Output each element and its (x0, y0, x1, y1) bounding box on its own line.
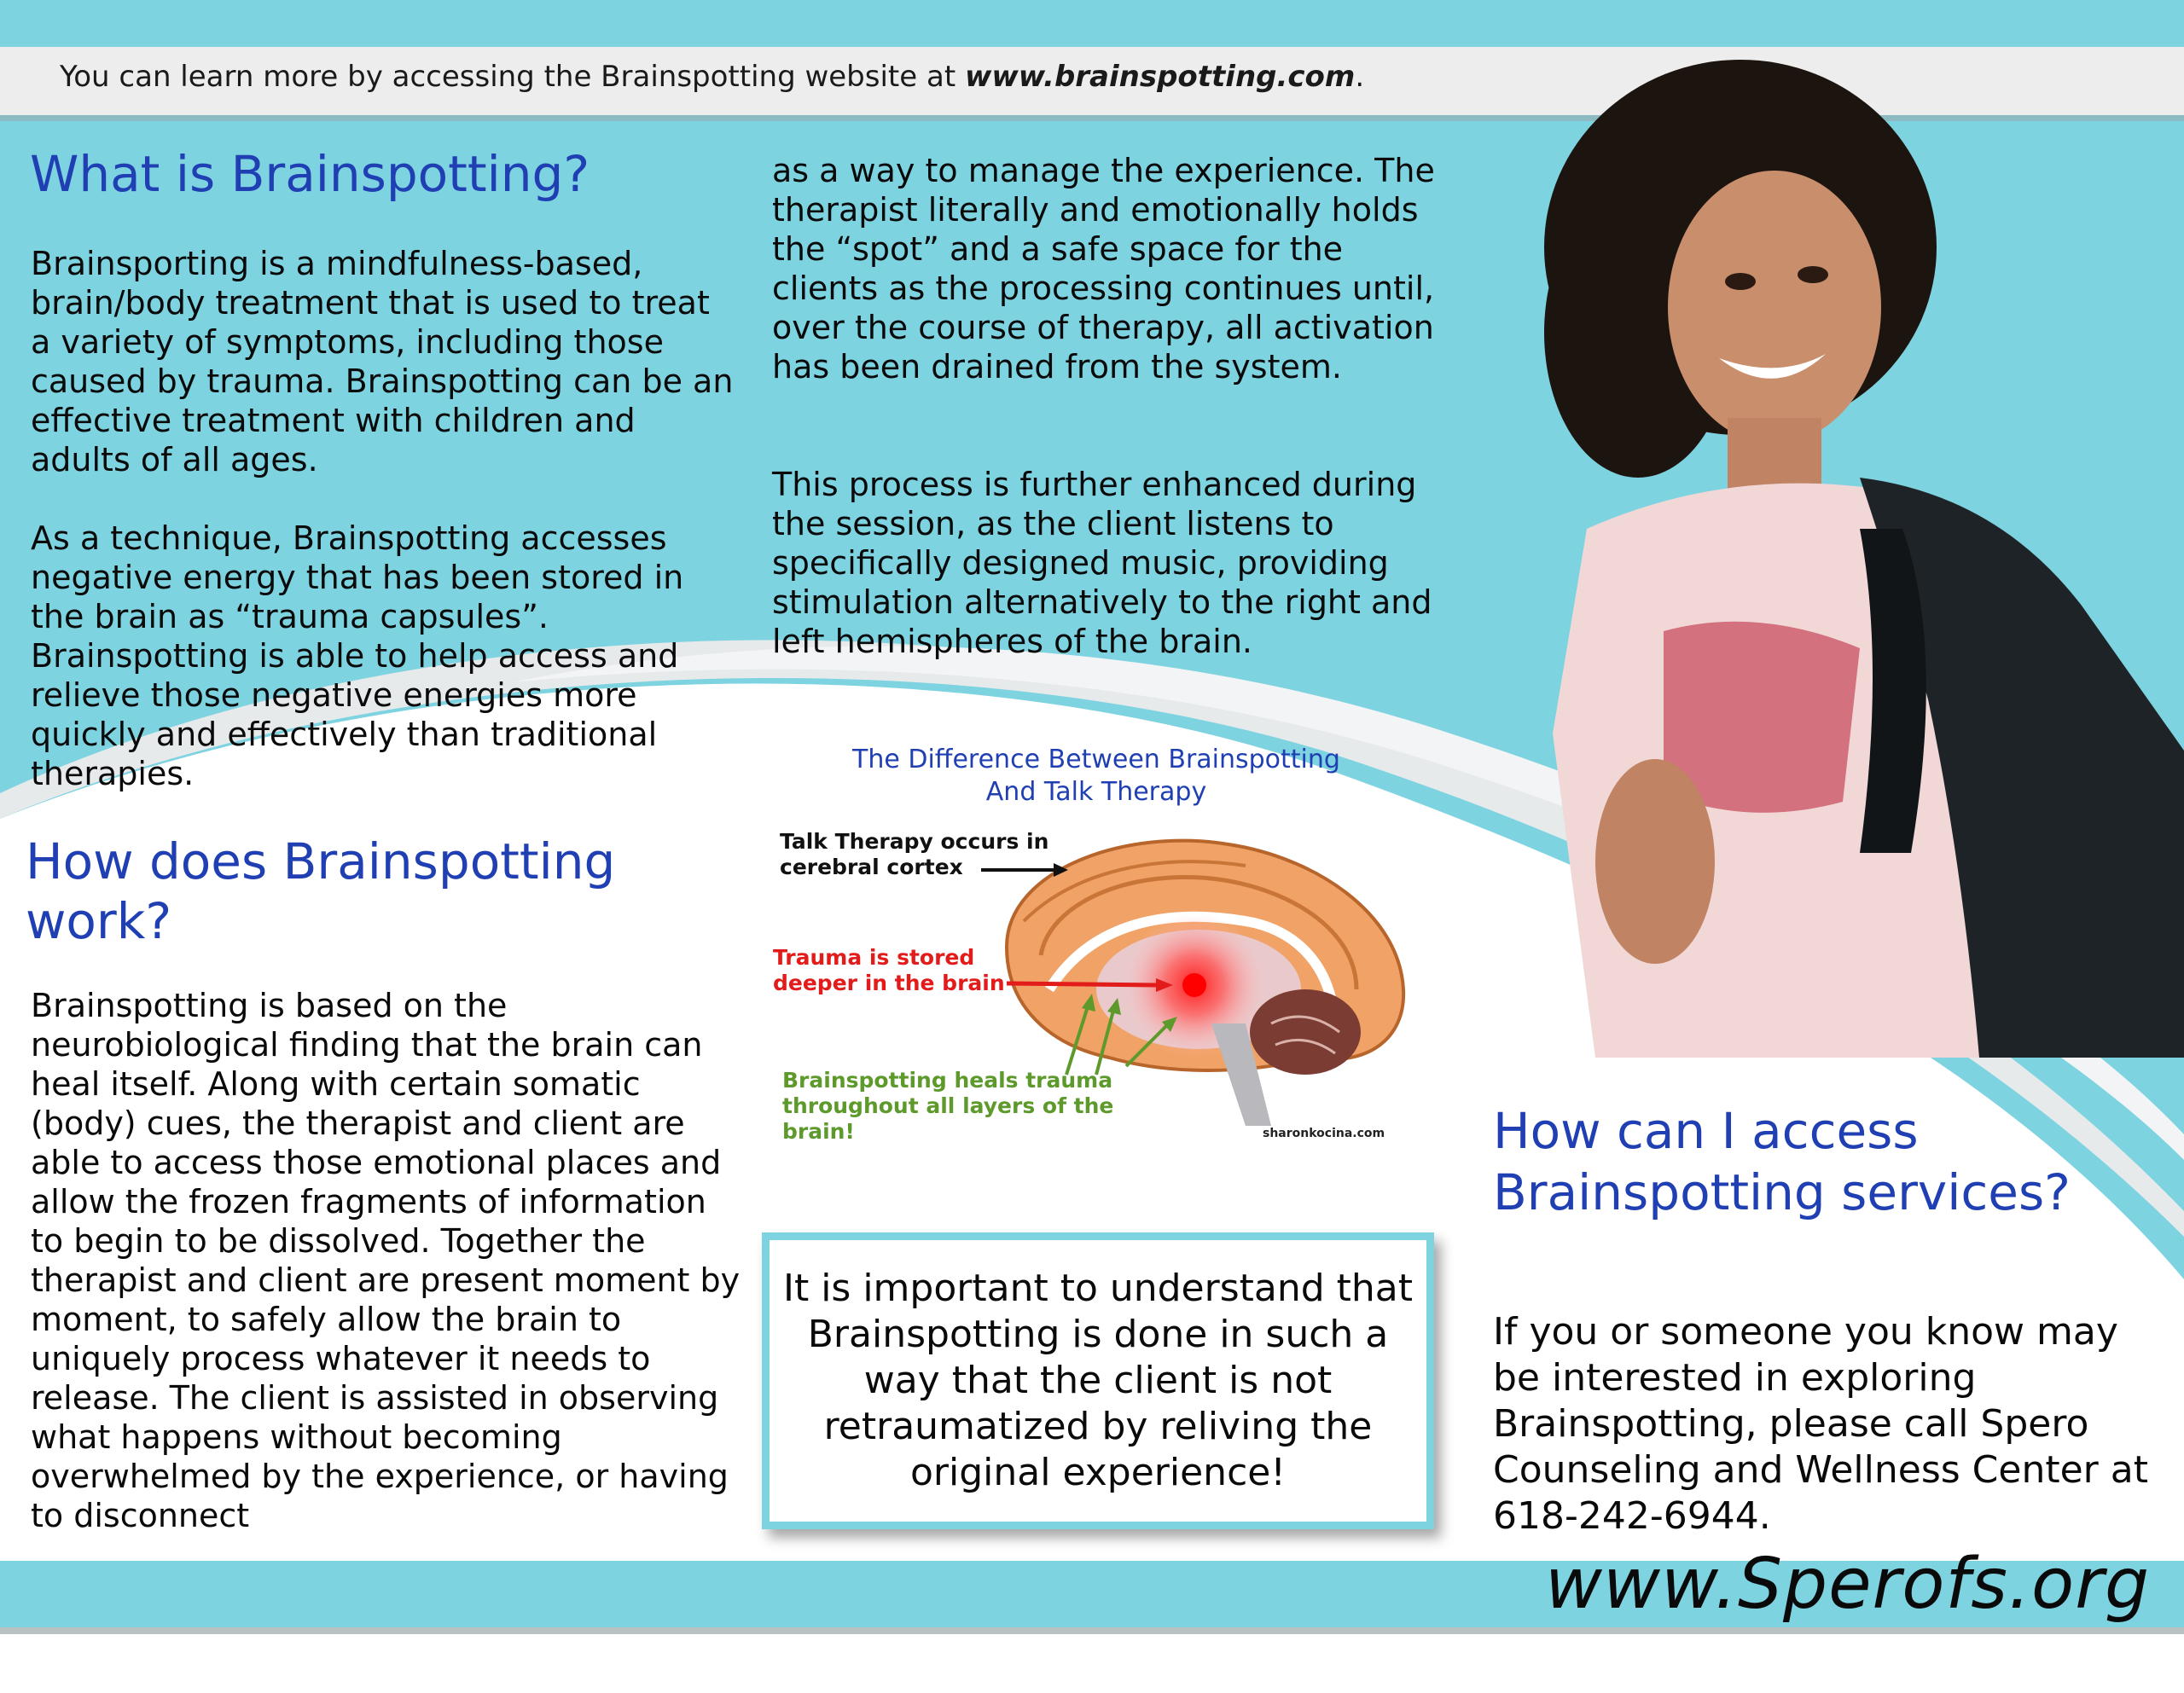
face (1668, 171, 1881, 444)
middle-paragraph-2: This process is further enhanced during the session, as the client listens to specifically designed music, providing stimulation alternatively to the right and left hemispheres of the brain. (772, 466, 1432, 660)
talk-therapy-label (780, 829, 1048, 880)
callout-box (762, 1232, 1434, 1529)
heals-label (782, 1068, 1113, 1145)
trauma-label-line-2: deeper in the brain (773, 971, 1005, 995)
bottom-band-shadow (0, 1627, 2184, 1634)
heals-label-line-2: throughout all layers of the (782, 1093, 1114, 1118)
figure-caption-line-1: The Difference Between Brainspotting (852, 745, 1340, 774)
figure-credit: sharonkocina.com (1263, 1127, 1385, 1140)
what-is-paragraph-2: As a technique, Brainspotting accesses negative energy that has been stored in the brain as “trauma capsules”. Brainspotting is able to help access and relieve those negative energies more quickly and effectively than traditional therapies. (31, 519, 684, 792)
heals-label-line-3: brain! (782, 1119, 855, 1144)
brainspotting-website-link[interactable]: www.brainspotting.com (964, 60, 1356, 94)
student-photo (1382, 51, 2184, 1058)
middle-paragraph-1: as a way to manage the experience. The therapist literally and emotionally holds the “spot” and a safe space for the clients as the processing continues until, over the course of therapy, all activation has been drained from the system. (772, 152, 1435, 386)
figure-caption (768, 744, 1425, 809)
what-is-heading: What is Brainspotting? (30, 145, 590, 203)
how-does-heading: How does Brainspotting work? (26, 832, 616, 950)
how-does-paragraph: Brainspotting is based on the neurobiological finding that the brain can heal itself. Along with certain somatic (body) cues, the therapist and client are able to access those emotional places and allow the frozen fragments of information to begin to be dissolved. Together the therapist and client are present moment by moment, to safely allow the brain to uniquely process whatever it needs to release. The client is assisted in observing what happens without becoming overwhelmed by the experience, or having to disconnect (31, 987, 741, 1534)
trauma-label (773, 945, 1005, 996)
talk-therapy-label-line-1: Talk Therapy occurs in (780, 829, 1049, 854)
trauma-arrow (1007, 983, 1156, 985)
callout-text: It is important to understand that Brainspotting is done in such a way that the client is not retraumatized by reliving the original experience! (782, 1267, 1414, 1494)
what-is-paragraph-1: Brainsporting is a mindfulness-based, brain/body treatment that is used to treat a variety of symptoms, including those caused by trauma. Brainspotting can be an effective treatment with children and adults of all ages. (31, 245, 734, 478)
trauma-label-line-1: Trauma is stored (773, 945, 975, 970)
top-bar-message: You can learn more by accessing the Brainspotting website at (60, 60, 965, 94)
access-heading: How can I access Brainspotting services? (1493, 1102, 2071, 1221)
talk-therapy-label-line-2: cerebral cortex (780, 855, 963, 879)
heals-label-line-1: Brainspotting heals trauma (782, 1068, 1113, 1093)
cerebellum (1250, 989, 1361, 1075)
top-bar-suffix: . (1355, 60, 1365, 94)
brain-diagram (768, 819, 1425, 1160)
footer-website-link[interactable]: www.Sperofs.org (1544, 1544, 2150, 1625)
figure-caption-line-2: And Talk Therapy (985, 777, 1207, 807)
top-bar-text (60, 60, 1510, 94)
access-paragraph: If you or someone you know may be interested in exploring Brainspotting, please call Spero Counseling and Wellness Center at 618-242-6944. (1493, 1310, 2148, 1538)
